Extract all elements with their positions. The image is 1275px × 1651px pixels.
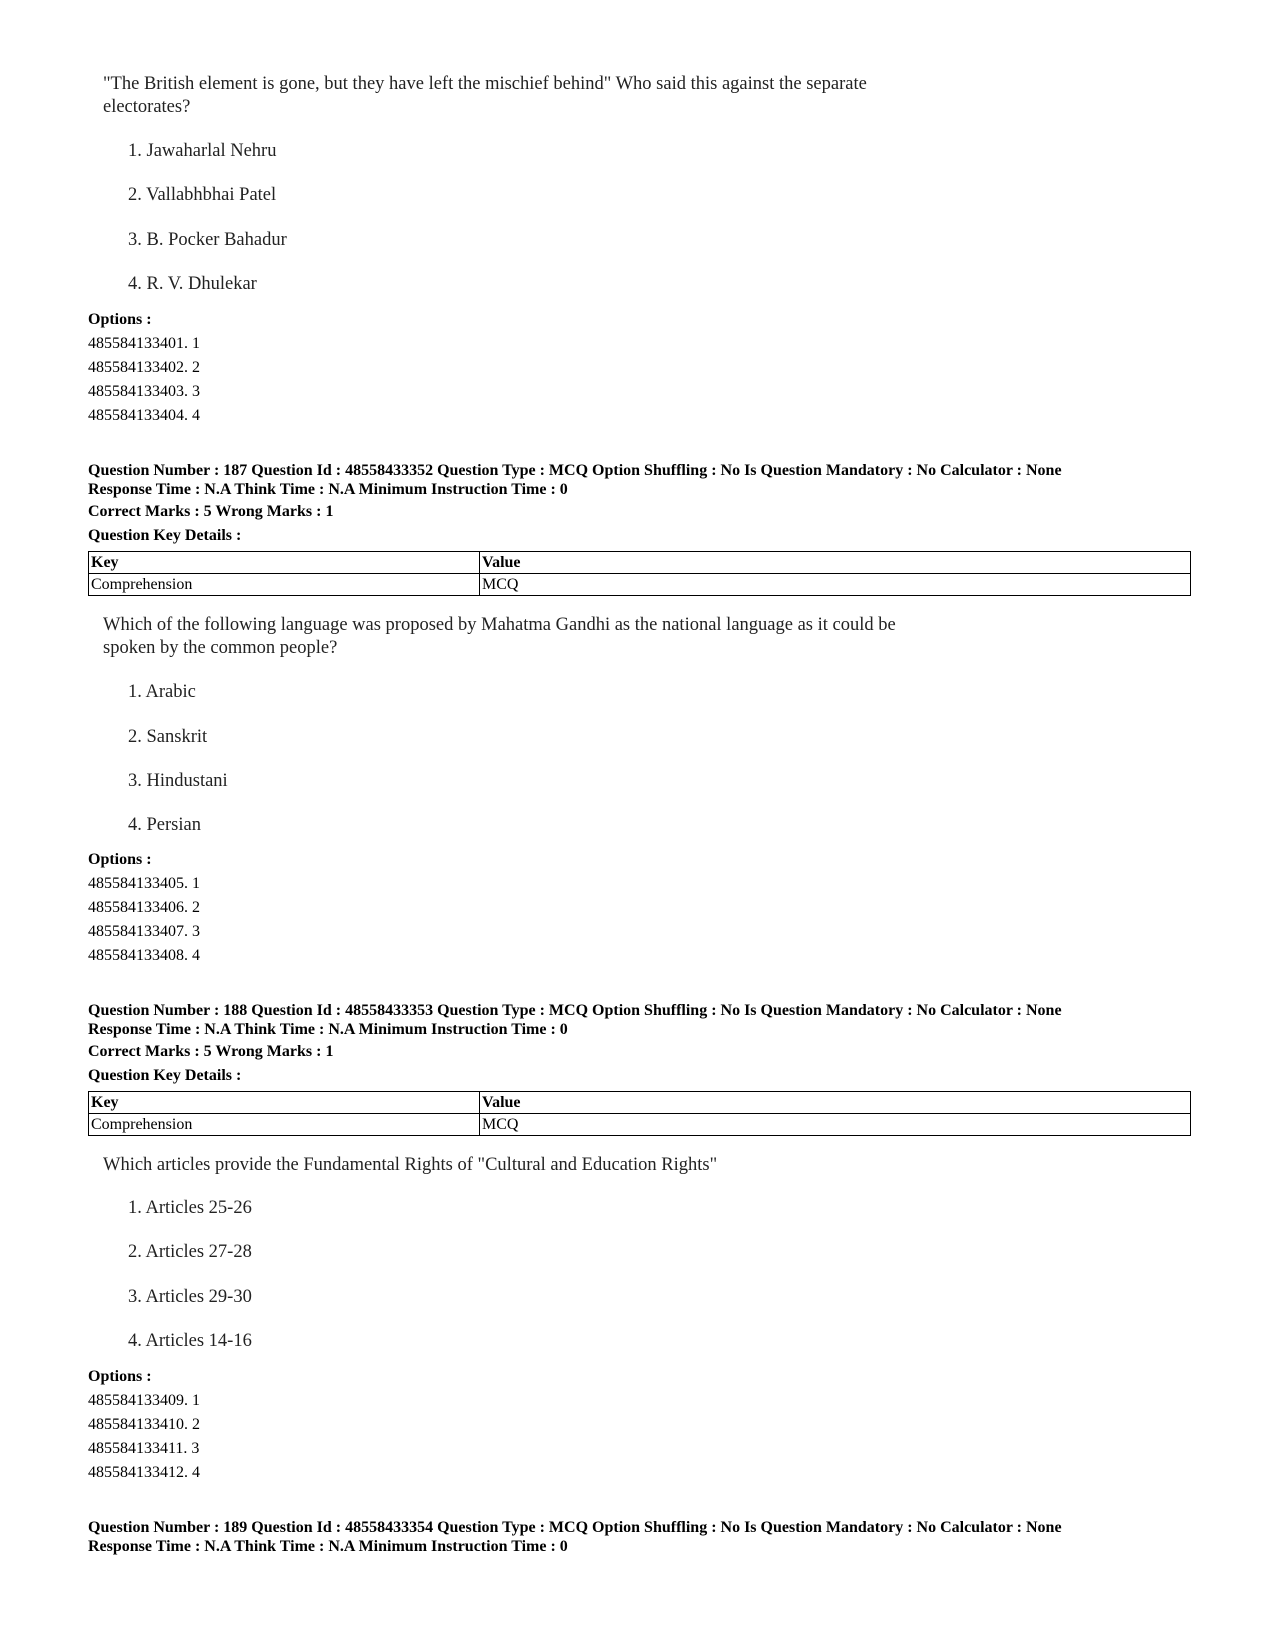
choice-item: 4. R. V. Dhulekar: [128, 274, 257, 294]
question-meta-line: Question Number : 188 Question Id : 48558433353 Question Type : MCQ Option Shuffling : No Is Question Mandatory : No Calculator : None: [88, 1002, 1062, 1019]
question-stem: [103, 614, 896, 660]
choice-item: 2. Sanskrit: [128, 727, 208, 747]
question-stem: [103, 73, 867, 119]
question-stem-line: electorates?: [103, 97, 191, 117]
question-stem-line: spoken by the common people?: [103, 638, 338, 658]
marks-line: Correct Marks : 5 Wrong Marks : 1: [88, 503, 334, 520]
table-cell-value: MCQ: [480, 574, 1191, 596]
table-header-row: [89, 1092, 1191, 1114]
choice-item: 2. Vallabhbhai Patel: [128, 185, 277, 205]
choice-item: 1. Jawaharlal Nehru: [128, 141, 277, 161]
key-details-table: [88, 1091, 1191, 1136]
table-cell-value: MCQ: [480, 1114, 1191, 1136]
table-row: [89, 1114, 1191, 1136]
key-details-table: [88, 551, 1191, 596]
table-header-value: Value: [480, 552, 1191, 574]
option-id-row: 485584133404. 4: [88, 407, 200, 424]
key-details-label: Question Key Details :: [88, 1067, 242, 1084]
question-meta-line: Response Time : N.A Think Time : N.A Minimum Instruction Time : 0: [88, 481, 568, 498]
question-meta-line: Response Time : N.A Think Time : N.A Minimum Instruction Time : 0: [88, 1021, 568, 1038]
question-meta-line: Question Number : 189 Question Id : 48558433354 Question Type : MCQ Option Shuffling : No Is Question Mandatory : No Calculator : None: [88, 1519, 1062, 1536]
option-id-row: 485584133408. 4: [88, 947, 200, 964]
choice-item: 1. Arabic: [128, 682, 196, 702]
options-label: Options :: [88, 851, 152, 868]
choice-item: 4. Articles 14-16: [128, 1331, 252, 1351]
table-header-key: Key: [89, 552, 480, 574]
option-id-row: 485584133410. 2: [88, 1416, 200, 1433]
choice-item: 4. Persian: [128, 815, 201, 835]
table-cell-key: Comprehension: [89, 574, 480, 596]
choice-item: 3. Articles 29-30: [128, 1287, 252, 1307]
options-label: Options :: [88, 311, 152, 328]
option-id-row: 485584133401. 1: [88, 335, 200, 352]
question-meta: [88, 1001, 1062, 1039]
option-id-row: 485584133409. 1: [88, 1392, 200, 1409]
question-stem: [103, 1154, 717, 1177]
choice-item: 3. Hindustani: [128, 771, 228, 791]
marks-line: Correct Marks : 5 Wrong Marks : 1: [88, 1043, 334, 1060]
question-meta: [88, 1518, 1062, 1556]
question-meta: [88, 461, 1062, 499]
option-id-row: 485584133405. 1: [88, 875, 200, 892]
question-stem-line: "The British element is gone, but they have left the mischief behind" Who said this against the separate: [103, 74, 867, 94]
table-header-value: Value: [480, 1092, 1191, 1114]
table-row: [89, 574, 1191, 596]
table-header-row: [89, 552, 1191, 574]
option-id-row: 485584133412. 4: [88, 1464, 200, 1481]
options-label: Options :: [88, 1368, 152, 1385]
question-meta-line: Question Number : 187 Question Id : 48558433352 Question Type : MCQ Option Shuffling : No Is Question Mandatory : No Calculator : None: [88, 462, 1062, 479]
key-details-label: Question Key Details :: [88, 527, 242, 544]
option-id-row: 485584133411. 3: [88, 1440, 200, 1457]
option-id-row: 485584133407. 3: [88, 923, 200, 940]
choice-item: 1. Articles 25-26: [128, 1198, 252, 1218]
option-id-row: 485584133403. 3: [88, 383, 200, 400]
question-meta-line: Response Time : N.A Think Time : N.A Minimum Instruction Time : 0: [88, 1538, 568, 1555]
table-header-key: Key: [89, 1092, 480, 1114]
question-stem-line: Which articles provide the Fundamental Rights of "Cultural and Education Rights": [103, 1155, 718, 1175]
option-id-row: 485584133406. 2: [88, 899, 200, 916]
question-stem-line: Which of the following language was proposed by Mahatma Gandhi as the national language as it could be: [103, 615, 896, 635]
choice-item: 2. Articles 27-28: [128, 1242, 252, 1262]
option-id-row: 485584133402. 2: [88, 359, 200, 376]
choice-item: 3. B. Pocker Bahadur: [128, 230, 287, 250]
table-cell-key: Comprehension: [89, 1114, 480, 1136]
